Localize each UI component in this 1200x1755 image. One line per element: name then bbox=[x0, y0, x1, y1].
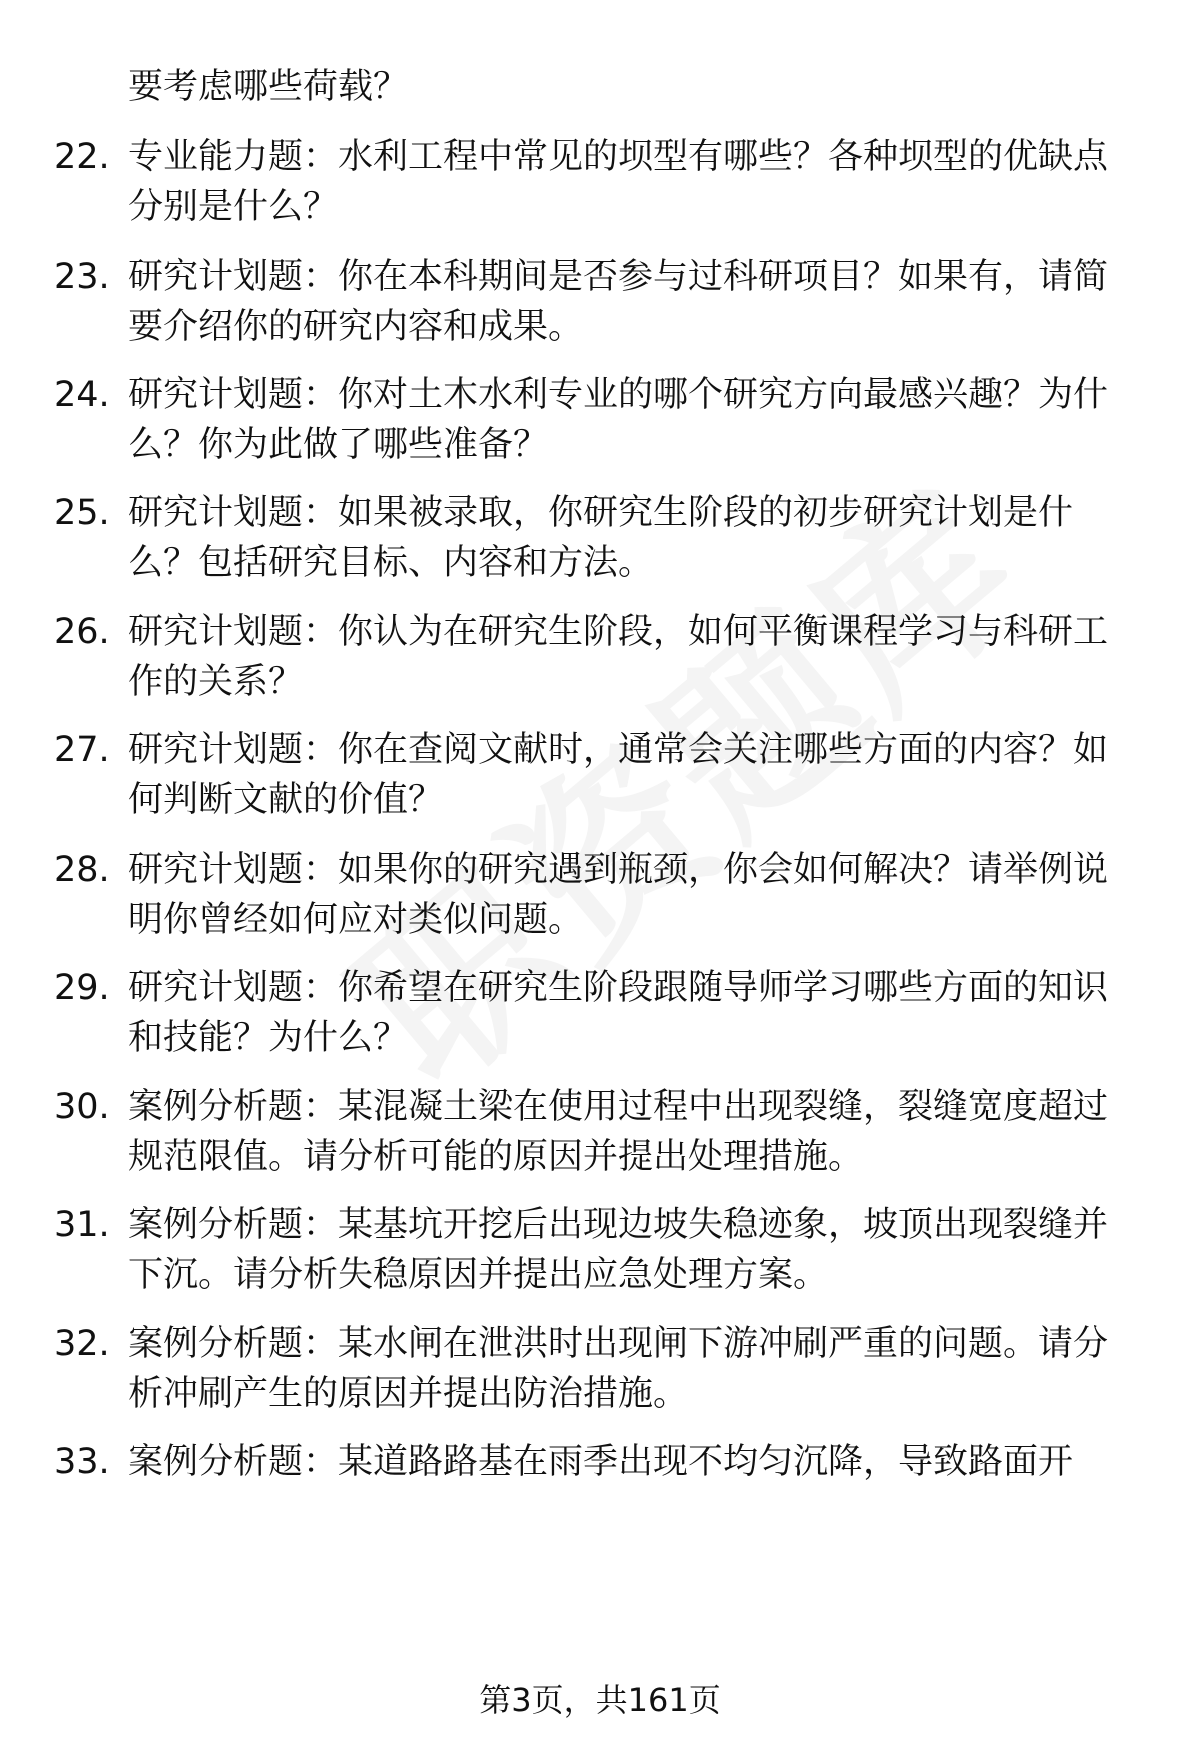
question-text: 研究计划题：你在本科期间是否参与过科研项目？如果有，请简要介绍你的研究内容和成果。 bbox=[128, 257, 1109, 347]
question-number: 28. bbox=[54, 850, 110, 890]
continued-question-text: 要考虑哪些荷载？ bbox=[128, 67, 409, 107]
page-footer: 第3页，共161页 bbox=[479, 1681, 721, 1719]
question-text: 专业能力题：水利工程中常见的坝型有哪些？各种坝型的优缺点分别是什么？ bbox=[128, 137, 1109, 227]
question-text: 研究计划题：如果被录取，你研究生阶段的初步研究计划是什么？包括研究目标、内容和方法。 bbox=[128, 493, 1074, 583]
question-number: 24. bbox=[54, 375, 110, 415]
question-number: 32. bbox=[54, 1324, 110, 1364]
question-text: 案例分析题：某基坑开挖后出现边坡失稳迹象，坡顶出现裂缝并下沉。请分析失稳原因并提出应急处理方案。 bbox=[128, 1205, 1109, 1295]
question-number: 30. bbox=[54, 1087, 110, 1127]
question-text: 案例分析题：某道路路基在雨季出现不均匀沉降，导致路面开 bbox=[128, 1442, 1074, 1482]
question-number: 22. bbox=[54, 137, 110, 177]
question-number: 33. bbox=[54, 1442, 110, 1482]
question-number: 26. bbox=[54, 612, 110, 652]
question-number: 29. bbox=[54, 968, 110, 1008]
question-number: 23. bbox=[54, 257, 110, 297]
question-number: 25. bbox=[54, 493, 110, 533]
question-text: 研究计划题：你在查阅文献时，通常会关注哪些方面的内容？如何判断文献的价值？ bbox=[128, 730, 1109, 820]
question-text: 研究计划题：你认为在研究生阶段，如何平衡课程学习与科研工作的关系？ bbox=[128, 612, 1109, 702]
question-text: 研究计划题：你希望在研究生阶段跟随导师学习哪些方面的知识和技能？为什么？ bbox=[128, 968, 1109, 1058]
question-text: 研究计划题：你对土木水利专业的哪个研究方向最感兴趣？为什么？你为此做了哪些准备？ bbox=[128, 375, 1109, 465]
question-number: 31. bbox=[54, 1205, 110, 1245]
question-text: 案例分析题：某水闸在泄洪时出现闸下游冲刷严重的问题。请分析冲刷产生的原因并提出防治措施。 bbox=[128, 1324, 1109, 1414]
question-number: 27. bbox=[54, 730, 110, 770]
question-text: 研究计划题：如果你的研究遇到瓶颈，你会如何解决？请举例说明你曾经如何应对类似问题。 bbox=[128, 850, 1109, 940]
question-text: 案例分析题：某混凝土梁在使用过程中出现裂缝，裂缝宽度超过规范限值。请分析可能的原因并提出处理措施。 bbox=[128, 1087, 1109, 1177]
